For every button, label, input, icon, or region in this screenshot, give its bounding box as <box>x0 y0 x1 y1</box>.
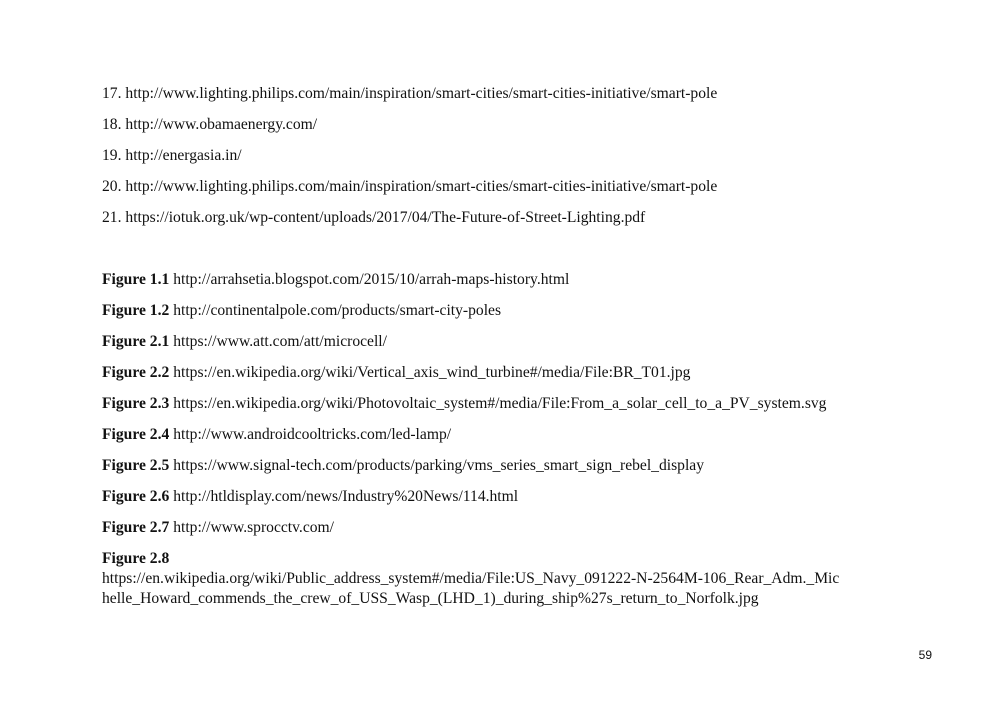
figure-label: Figure 2.7 <box>102 519 170 536</box>
figure-source-item <box>102 363 962 394</box>
figure-url: http://arrahsetia.blogspot.com/2015/10/arrah-maps-history.html <box>173 271 570 288</box>
figure-source-item <box>102 332 962 363</box>
reference-text: 17. http://www.lighting.philips.com/main/inspiration/smart-cities/smart-cities-initiative/smart-pole <box>102 85 718 102</box>
figure-label: Figure 2.4 <box>102 426 170 443</box>
reference-list <box>102 84 962 239</box>
figure-source-item <box>102 549 962 609</box>
figure-label: Figure 2.5 <box>102 457 170 474</box>
figure-url: https://en.wikipedia.org/wiki/Photovoltaic_system#/media/File:From_a_solar_cell_to_a_PV_system.svg <box>173 395 827 412</box>
figure-url-line-2: helle_Howard_commends_the_crew_of_USS_Wasp_(LHD_1)_during_ship%27s_return_to_Norfolk.jpg <box>102 590 759 607</box>
figure-label: Figure 2.1 <box>102 333 170 350</box>
reference-text: 18. http://www.obamaenergy.com/ <box>102 116 318 133</box>
reference-text: 21. https://iotuk.org.uk/wp-content/uploads/2017/04/The-Future-of-Street-Lighting.pdf <box>102 209 646 226</box>
reference-item <box>102 84 962 115</box>
figure-url: https://en.wikipedia.org/wiki/Vertical_axis_wind_turbine#/media/File:BR_T01.jpg <box>173 364 691 381</box>
figure-url: http://www.androidcooltricks.com/led-lamp/ <box>173 426 452 443</box>
page-number: 59 <box>918 648 932 662</box>
figure-source-item <box>102 301 962 332</box>
figure-label: Figure 1.1 <box>102 271 170 288</box>
figure-url-line-1: https://en.wikipedia.org/wiki/Public_address_system#/media/File:US_Navy_091222-N-2564M-106_Rear_Adm._Mic <box>102 570 840 587</box>
figure-url: https://www.att.com/att/microcell/ <box>173 333 387 350</box>
figure-label: Figure 1.2 <box>102 302 170 319</box>
figure-source-item <box>102 456 962 487</box>
figure-url: http://htldisplay.com/news/Industry%20News/114.html <box>173 488 519 505</box>
figure-url: http://continentalpole.com/products/smart-city-poles <box>173 302 502 319</box>
figure-source-item <box>102 425 962 456</box>
reference-item <box>102 115 962 146</box>
figure-source-item <box>102 270 962 301</box>
figure-label: Figure 2.8 <box>102 550 170 567</box>
figure-url: https://www.signal-tech.com/products/parking/vms_series_smart_sign_rebel_display <box>173 457 705 474</box>
figure-label: Figure 2.3 <box>102 395 170 412</box>
reference-text: 19. http://energasia.in/ <box>102 147 242 164</box>
reference-item <box>102 208 962 239</box>
reference-item <box>102 146 962 177</box>
figure-source-list <box>102 270 962 609</box>
figure-source-item <box>102 518 962 549</box>
figure-source-item <box>102 394 962 425</box>
figure-label: Figure 2.2 <box>102 364 170 381</box>
reference-text: 20. http://www.lighting.philips.com/main/inspiration/smart-cities/smart-cities-initiative/smart-pole <box>102 178 718 195</box>
figure-label: Figure 2.6 <box>102 488 170 505</box>
reference-item <box>102 177 962 208</box>
figure-source-item <box>102 487 962 518</box>
figure-url: http://www.sprocctv.com/ <box>173 519 335 536</box>
